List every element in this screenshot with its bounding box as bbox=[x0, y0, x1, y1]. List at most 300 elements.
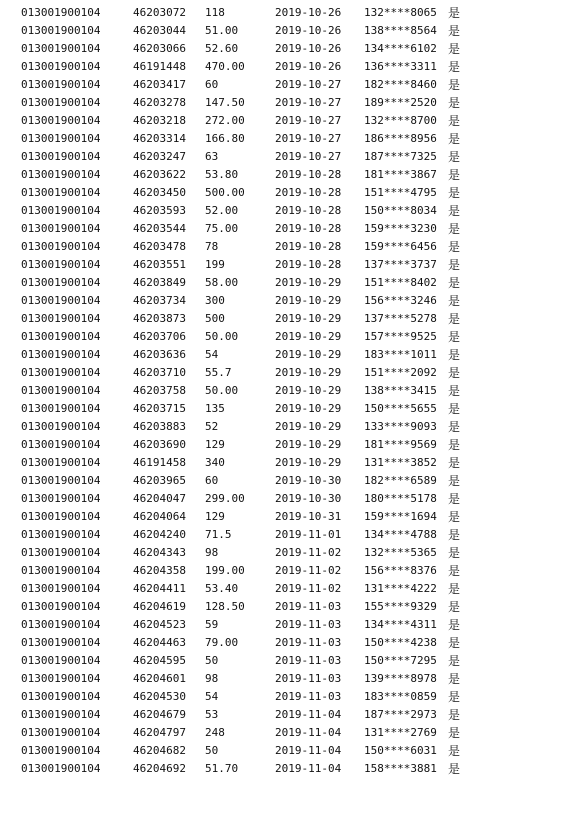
table-row bbox=[0, 256, 561, 274]
table-row bbox=[0, 274, 561, 292]
order-id-cell: 46204064 bbox=[133, 510, 186, 523]
table-row bbox=[0, 472, 561, 490]
account-id-cell: 013001900104 bbox=[21, 6, 101, 19]
account-id-cell: 013001900104 bbox=[21, 456, 101, 469]
phone-cell: 150****7295 bbox=[364, 654, 437, 667]
phone-cell: 131****2769 bbox=[364, 726, 437, 739]
order-id-cell: 46203758 bbox=[133, 384, 186, 397]
status-cell: 是 bbox=[448, 636, 461, 650]
status-cell: 是 bbox=[448, 546, 461, 560]
order-id-cell: 46203849 bbox=[133, 276, 186, 289]
phone-cell: 137****3737 bbox=[364, 258, 437, 271]
phone-cell: 134****6102 bbox=[364, 42, 437, 55]
table-row bbox=[0, 526, 561, 544]
table-row bbox=[0, 76, 561, 94]
account-id-cell: 013001900104 bbox=[21, 744, 101, 757]
order-id-cell: 46203690 bbox=[133, 438, 186, 451]
status-cell: 是 bbox=[448, 24, 461, 38]
phone-cell: 181****9569 bbox=[364, 438, 437, 451]
table-row bbox=[0, 418, 561, 436]
order-id-cell: 46204679 bbox=[133, 708, 186, 721]
order-id-cell: 46203072 bbox=[133, 6, 186, 19]
date-cell: 2019-10-26 bbox=[275, 42, 342, 55]
phone-cell: 189****2520 bbox=[364, 96, 437, 109]
table-row bbox=[0, 184, 561, 202]
date-cell: 2019-11-03 bbox=[275, 600, 342, 613]
order-id-cell: 46191458 bbox=[133, 456, 186, 469]
account-id-cell: 013001900104 bbox=[21, 60, 101, 73]
phone-cell: 150****8034 bbox=[364, 204, 437, 217]
phone-cell: 186****8956 bbox=[364, 132, 437, 145]
status-cell: 是 bbox=[448, 366, 461, 380]
date-cell: 2019-11-02 bbox=[275, 582, 342, 595]
phone-cell: 151****8402 bbox=[364, 276, 437, 289]
status-cell: 是 bbox=[448, 132, 461, 146]
status-cell: 是 bbox=[448, 276, 461, 290]
date-cell: 2019-10-26 bbox=[275, 60, 342, 73]
status-cell: 是 bbox=[448, 294, 461, 308]
account-id-cell: 013001900104 bbox=[21, 672, 101, 685]
record-table bbox=[0, 4, 561, 778]
account-id-cell: 013001900104 bbox=[21, 726, 101, 739]
table-row bbox=[0, 238, 561, 256]
phone-cell: 150****5655 bbox=[364, 402, 437, 415]
amount-cell: 51.00 bbox=[205, 24, 239, 37]
account-id-cell: 013001900104 bbox=[21, 654, 101, 667]
status-cell: 是 bbox=[448, 348, 461, 362]
account-id-cell: 013001900104 bbox=[21, 690, 101, 703]
table-row bbox=[0, 436, 561, 454]
status-cell: 是 bbox=[448, 600, 461, 614]
phone-cell: 183****1011 bbox=[364, 348, 437, 361]
status-cell: 是 bbox=[448, 618, 461, 632]
account-id-cell: 013001900104 bbox=[21, 330, 101, 343]
amount-cell: 118 bbox=[205, 6, 225, 19]
phone-cell: 132****5365 bbox=[364, 546, 437, 559]
table-row bbox=[0, 22, 561, 40]
account-id-cell: 013001900104 bbox=[21, 762, 101, 775]
status-cell: 是 bbox=[448, 456, 461, 470]
order-id-cell: 46203883 bbox=[133, 420, 186, 433]
date-cell: 2019-10-28 bbox=[275, 240, 342, 253]
phone-cell: 159****3230 bbox=[364, 222, 437, 235]
account-id-cell: 013001900104 bbox=[21, 420, 101, 433]
order-id-cell: 46204047 bbox=[133, 492, 186, 505]
phone-cell: 131****3852 bbox=[364, 456, 437, 469]
order-id-cell: 46204523 bbox=[133, 618, 186, 631]
amount-cell: 52.60 bbox=[205, 42, 239, 55]
amount-cell: 300 bbox=[205, 294, 225, 307]
account-id-cell: 013001900104 bbox=[21, 312, 101, 325]
status-cell: 是 bbox=[448, 402, 461, 416]
date-cell: 2019-10-30 bbox=[275, 492, 342, 505]
account-id-cell: 013001900104 bbox=[21, 222, 101, 235]
phone-cell: 187****2973 bbox=[364, 708, 437, 721]
account-id-cell: 013001900104 bbox=[21, 402, 101, 415]
amount-cell: 60 bbox=[205, 78, 219, 91]
order-id-cell: 46203278 bbox=[133, 96, 186, 109]
account-id-cell: 013001900104 bbox=[21, 528, 101, 541]
account-id-cell: 013001900104 bbox=[21, 78, 101, 91]
order-id-cell: 46203710 bbox=[133, 366, 186, 379]
order-id-cell: 46204358 bbox=[133, 564, 186, 577]
order-id-cell: 46204343 bbox=[133, 546, 186, 559]
amount-cell: 199 bbox=[205, 258, 225, 271]
amount-cell: 340 bbox=[205, 456, 225, 469]
table-row bbox=[0, 148, 561, 166]
phone-cell: 139****8978 bbox=[364, 672, 437, 685]
table-row bbox=[0, 724, 561, 742]
table-row bbox=[0, 220, 561, 238]
phone-cell: 134****4311 bbox=[364, 618, 437, 631]
order-id-cell: 46203218 bbox=[133, 114, 186, 127]
amount-cell: 500 bbox=[205, 312, 225, 325]
phone-cell: 158****3881 bbox=[364, 762, 437, 775]
phone-cell: 180****5178 bbox=[364, 492, 437, 505]
phone-cell: 131****4222 bbox=[364, 582, 437, 595]
account-id-cell: 013001900104 bbox=[21, 204, 101, 217]
status-cell: 是 bbox=[448, 222, 461, 236]
phone-cell: 155****9329 bbox=[364, 600, 437, 613]
order-id-cell: 46204797 bbox=[133, 726, 186, 739]
table-row bbox=[0, 760, 561, 778]
amount-cell: 50 bbox=[205, 744, 219, 757]
status-cell: 是 bbox=[448, 564, 461, 578]
date-cell: 2019-10-29 bbox=[275, 456, 342, 469]
table-row bbox=[0, 328, 561, 346]
account-id-cell: 013001900104 bbox=[21, 132, 101, 145]
account-id-cell: 013001900104 bbox=[21, 258, 101, 271]
phone-cell: 157****9525 bbox=[364, 330, 437, 343]
amount-cell: 55.7 bbox=[205, 366, 232, 379]
order-id-cell: 46204619 bbox=[133, 600, 186, 613]
table-row bbox=[0, 292, 561, 310]
order-id-cell: 46204601 bbox=[133, 672, 186, 685]
order-id-cell: 46191448 bbox=[133, 60, 186, 73]
amount-cell: 50 bbox=[205, 654, 219, 667]
table-row bbox=[0, 508, 561, 526]
table-row bbox=[0, 454, 561, 472]
account-id-cell: 013001900104 bbox=[21, 618, 101, 631]
account-id-cell: 013001900104 bbox=[21, 42, 101, 55]
status-cell: 是 bbox=[448, 204, 461, 218]
status-cell: 是 bbox=[448, 384, 461, 398]
table-row bbox=[0, 562, 561, 580]
status-cell: 是 bbox=[448, 528, 461, 542]
order-id-cell: 46203450 bbox=[133, 186, 186, 199]
amount-cell: 166.80 bbox=[205, 132, 245, 145]
order-id-cell: 46203247 bbox=[133, 150, 186, 163]
order-id-cell: 46204692 bbox=[133, 762, 186, 775]
table-row bbox=[0, 40, 561, 58]
order-id-cell: 46203478 bbox=[133, 240, 186, 253]
table-row bbox=[0, 706, 561, 724]
amount-cell: 500.00 bbox=[205, 186, 245, 199]
date-cell: 2019-11-04 bbox=[275, 762, 342, 775]
date-cell: 2019-10-27 bbox=[275, 150, 342, 163]
amount-cell: 53.40 bbox=[205, 582, 239, 595]
order-id-cell: 46203965 bbox=[133, 474, 186, 487]
amount-cell: 50.00 bbox=[205, 384, 239, 397]
account-id-cell: 013001900104 bbox=[21, 510, 101, 523]
table-row bbox=[0, 364, 561, 382]
account-id-cell: 013001900104 bbox=[21, 294, 101, 307]
amount-cell: 199.00 bbox=[205, 564, 245, 577]
amount-cell: 71.5 bbox=[205, 528, 232, 541]
table-row bbox=[0, 94, 561, 112]
phone-cell: 182****6589 bbox=[364, 474, 437, 487]
date-cell: 2019-11-03 bbox=[275, 690, 342, 703]
date-cell: 2019-10-30 bbox=[275, 474, 342, 487]
date-cell: 2019-11-04 bbox=[275, 708, 342, 721]
table-row bbox=[0, 166, 561, 184]
amount-cell: 75.00 bbox=[205, 222, 239, 235]
status-cell: 是 bbox=[448, 96, 461, 110]
order-id-cell: 46204240 bbox=[133, 528, 186, 541]
phone-cell: 151****2092 bbox=[364, 366, 437, 379]
status-cell: 是 bbox=[448, 312, 461, 326]
status-cell: 是 bbox=[448, 240, 461, 254]
phone-cell: 132****8700 bbox=[364, 114, 437, 127]
date-cell: 2019-10-29 bbox=[275, 402, 342, 415]
table-row bbox=[0, 544, 561, 562]
table-row bbox=[0, 400, 561, 418]
account-id-cell: 013001900104 bbox=[21, 96, 101, 109]
status-cell: 是 bbox=[448, 78, 461, 92]
date-cell: 2019-11-03 bbox=[275, 654, 342, 667]
date-cell: 2019-10-28 bbox=[275, 186, 342, 199]
table-row bbox=[0, 382, 561, 400]
phone-cell: 137****5278 bbox=[364, 312, 437, 325]
account-id-cell: 013001900104 bbox=[21, 438, 101, 451]
amount-cell: 54 bbox=[205, 348, 219, 361]
order-id-cell: 46203715 bbox=[133, 402, 186, 415]
date-cell: 2019-11-02 bbox=[275, 564, 342, 577]
phone-cell: 132****8065 bbox=[364, 6, 437, 19]
status-cell: 是 bbox=[448, 438, 461, 452]
account-id-cell: 013001900104 bbox=[21, 366, 101, 379]
account-id-cell: 013001900104 bbox=[21, 600, 101, 613]
date-cell: 2019-11-03 bbox=[275, 672, 342, 685]
status-cell: 是 bbox=[448, 708, 461, 722]
account-id-cell: 013001900104 bbox=[21, 276, 101, 289]
order-id-cell: 46203734 bbox=[133, 294, 186, 307]
order-id-cell: 46203417 bbox=[133, 78, 186, 91]
phone-cell: 156****8376 bbox=[364, 564, 437, 577]
date-cell: 2019-10-27 bbox=[275, 96, 342, 109]
table-row bbox=[0, 670, 561, 688]
account-id-cell: 013001900104 bbox=[21, 474, 101, 487]
amount-cell: 272.00 bbox=[205, 114, 245, 127]
account-id-cell: 013001900104 bbox=[21, 546, 101, 559]
status-cell: 是 bbox=[448, 114, 461, 128]
date-cell: 2019-10-28 bbox=[275, 258, 342, 271]
table-row bbox=[0, 4, 561, 22]
phone-cell: 138****3415 bbox=[364, 384, 437, 397]
date-cell: 2019-10-28 bbox=[275, 168, 342, 181]
amount-cell: 50.00 bbox=[205, 330, 239, 343]
date-cell: 2019-10-29 bbox=[275, 348, 342, 361]
order-id-cell: 46203873 bbox=[133, 312, 186, 325]
date-cell: 2019-10-29 bbox=[275, 384, 342, 397]
status-cell: 是 bbox=[448, 510, 461, 524]
phone-cell: 134****4788 bbox=[364, 528, 437, 541]
table-row bbox=[0, 616, 561, 634]
status-cell: 是 bbox=[448, 420, 461, 434]
account-id-cell: 013001900104 bbox=[21, 564, 101, 577]
account-id-cell: 013001900104 bbox=[21, 492, 101, 505]
amount-cell: 79.00 bbox=[205, 636, 239, 649]
table-row bbox=[0, 112, 561, 130]
phone-cell: 150****6031 bbox=[364, 744, 437, 757]
date-cell: 2019-10-29 bbox=[275, 420, 342, 433]
date-cell: 2019-11-01 bbox=[275, 528, 342, 541]
date-cell: 2019-10-27 bbox=[275, 132, 342, 145]
account-id-cell: 013001900104 bbox=[21, 636, 101, 649]
amount-cell: 98 bbox=[205, 672, 219, 685]
status-cell: 是 bbox=[448, 726, 461, 740]
status-cell: 是 bbox=[448, 330, 461, 344]
status-cell: 是 bbox=[448, 42, 461, 56]
phone-cell: 183****0859 bbox=[364, 690, 437, 703]
account-id-cell: 013001900104 bbox=[21, 384, 101, 397]
amount-cell: 78 bbox=[205, 240, 219, 253]
phone-cell: 159****6456 bbox=[364, 240, 437, 253]
table-row bbox=[0, 490, 561, 508]
status-cell: 是 bbox=[448, 654, 461, 668]
date-cell: 2019-10-29 bbox=[275, 276, 342, 289]
date-cell: 2019-10-27 bbox=[275, 78, 342, 91]
table-row bbox=[0, 130, 561, 148]
phone-cell: 136****3311 bbox=[364, 60, 437, 73]
status-cell: 是 bbox=[448, 744, 461, 758]
order-id-cell: 46203044 bbox=[133, 24, 186, 37]
order-id-cell: 46203544 bbox=[133, 222, 186, 235]
amount-cell: 135 bbox=[205, 402, 225, 415]
amount-cell: 52 bbox=[205, 420, 219, 433]
table-row bbox=[0, 202, 561, 220]
order-id-cell: 46203593 bbox=[133, 204, 186, 217]
phone-cell: 151****4795 bbox=[364, 186, 437, 199]
table-row bbox=[0, 688, 561, 706]
date-cell: 2019-10-29 bbox=[275, 330, 342, 343]
date-cell: 2019-11-04 bbox=[275, 726, 342, 739]
date-cell: 2019-11-03 bbox=[275, 618, 342, 631]
account-id-cell: 013001900104 bbox=[21, 348, 101, 361]
amount-cell: 299.00 bbox=[205, 492, 245, 505]
status-cell: 是 bbox=[448, 258, 461, 272]
phone-cell: 187****7325 bbox=[364, 150, 437, 163]
status-cell: 是 bbox=[448, 582, 461, 596]
amount-cell: 98 bbox=[205, 546, 219, 559]
status-cell: 是 bbox=[448, 690, 461, 704]
status-cell: 是 bbox=[448, 60, 461, 74]
status-cell: 是 bbox=[448, 762, 461, 776]
account-id-cell: 013001900104 bbox=[21, 24, 101, 37]
status-cell: 是 bbox=[448, 168, 461, 182]
amount-cell: 248 bbox=[205, 726, 225, 739]
table-row bbox=[0, 598, 561, 616]
account-id-cell: 013001900104 bbox=[21, 186, 101, 199]
account-id-cell: 013001900104 bbox=[21, 240, 101, 253]
status-cell: 是 bbox=[448, 186, 461, 200]
date-cell: 2019-10-26 bbox=[275, 6, 342, 19]
date-cell: 2019-10-31 bbox=[275, 510, 342, 523]
table-row bbox=[0, 346, 561, 364]
account-id-cell: 013001900104 bbox=[21, 150, 101, 163]
order-id-cell: 46204463 bbox=[133, 636, 186, 649]
phone-cell: 156****3246 bbox=[364, 294, 437, 307]
date-cell: 2019-10-29 bbox=[275, 438, 342, 451]
account-id-cell: 013001900104 bbox=[21, 114, 101, 127]
order-id-cell: 46203551 bbox=[133, 258, 186, 271]
account-id-cell: 013001900104 bbox=[21, 708, 101, 721]
amount-cell: 63 bbox=[205, 150, 219, 163]
phone-cell: 133****9093 bbox=[364, 420, 437, 433]
amount-cell: 53 bbox=[205, 708, 219, 721]
status-cell: 是 bbox=[448, 6, 461, 20]
amount-cell: 128.50 bbox=[205, 600, 245, 613]
order-id-cell: 46203636 bbox=[133, 348, 186, 361]
date-cell: 2019-10-29 bbox=[275, 366, 342, 379]
amount-cell: 53.80 bbox=[205, 168, 239, 181]
amount-cell: 470.00 bbox=[205, 60, 245, 73]
order-id-cell: 46204530 bbox=[133, 690, 186, 703]
table-row bbox=[0, 310, 561, 328]
date-cell: 2019-10-28 bbox=[275, 204, 342, 217]
amount-cell: 51.70 bbox=[205, 762, 239, 775]
table-row bbox=[0, 58, 561, 76]
account-id-cell: 013001900104 bbox=[21, 582, 101, 595]
table-row bbox=[0, 652, 561, 670]
amount-cell: 129 bbox=[205, 438, 225, 451]
amount-cell: 60 bbox=[205, 474, 219, 487]
status-cell: 是 bbox=[448, 672, 461, 686]
table-row bbox=[0, 742, 561, 760]
date-cell: 2019-10-29 bbox=[275, 312, 342, 325]
order-id-cell: 46203622 bbox=[133, 168, 186, 181]
date-cell: 2019-10-26 bbox=[275, 24, 342, 37]
order-id-cell: 46204682 bbox=[133, 744, 186, 757]
amount-cell: 52.00 bbox=[205, 204, 239, 217]
amount-cell: 58.00 bbox=[205, 276, 239, 289]
amount-cell: 129 bbox=[205, 510, 225, 523]
table-row bbox=[0, 634, 561, 652]
date-cell: 2019-10-29 bbox=[275, 294, 342, 307]
account-id-cell: 013001900104 bbox=[21, 168, 101, 181]
order-id-cell: 46203314 bbox=[133, 132, 186, 145]
date-cell: 2019-10-27 bbox=[275, 114, 342, 127]
order-id-cell: 46204411 bbox=[133, 582, 186, 595]
status-cell: 是 bbox=[448, 492, 461, 506]
order-id-cell: 46203706 bbox=[133, 330, 186, 343]
order-id-cell: 46204595 bbox=[133, 654, 186, 667]
phone-cell: 181****3867 bbox=[364, 168, 437, 181]
order-id-cell: 46203066 bbox=[133, 42, 186, 55]
status-cell: 是 bbox=[448, 474, 461, 488]
date-cell: 2019-11-03 bbox=[275, 636, 342, 649]
amount-cell: 59 bbox=[205, 618, 219, 631]
date-cell: 2019-11-04 bbox=[275, 744, 342, 757]
phone-cell: 138****8564 bbox=[364, 24, 437, 37]
amount-cell: 54 bbox=[205, 690, 219, 703]
table-row bbox=[0, 580, 561, 598]
amount-cell: 147.50 bbox=[205, 96, 245, 109]
status-cell: 是 bbox=[448, 150, 461, 164]
phone-cell: 150****4238 bbox=[364, 636, 437, 649]
date-cell: 2019-10-28 bbox=[275, 222, 342, 235]
phone-cell: 159****1694 bbox=[364, 510, 437, 523]
